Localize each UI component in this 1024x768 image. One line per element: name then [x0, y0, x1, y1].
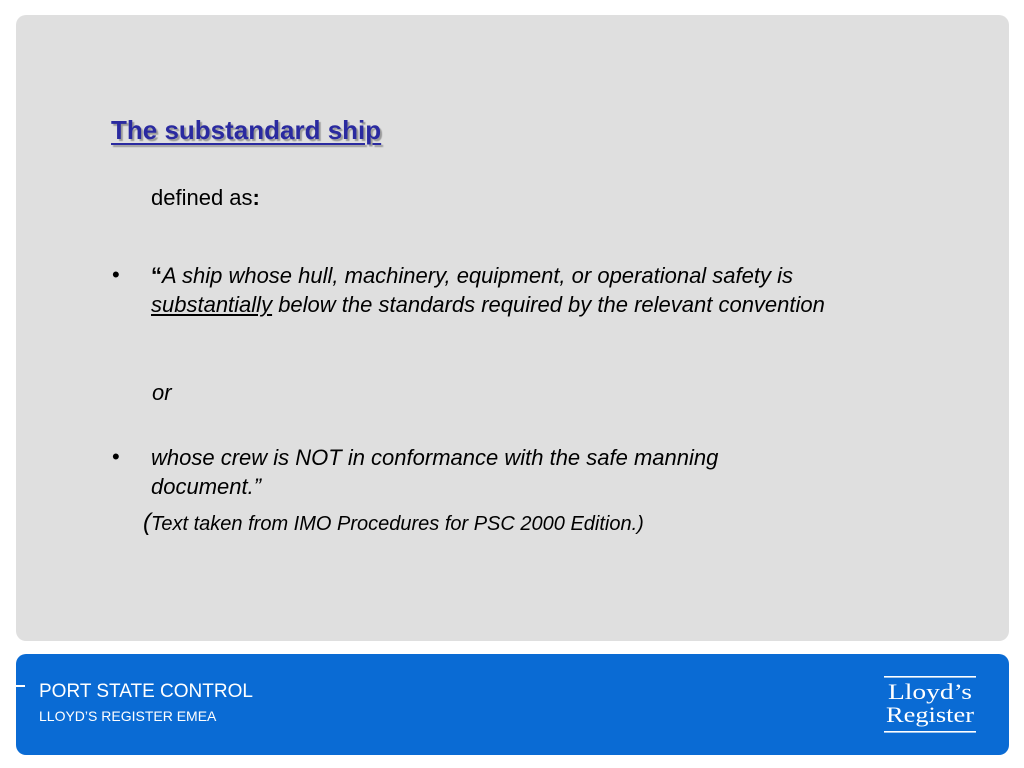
or-connector: or [152, 380, 172, 405]
bullet-item-2: whose crew is NOT in conformance with the safe manning document.” [151, 445, 719, 499]
definition-intro-text: defined as [151, 185, 253, 210]
source-open-paren: ( [143, 509, 151, 536]
logo-bottom-rule [884, 731, 976, 733]
bullet-1-underlined-word: substantially [151, 292, 273, 317]
definition-colon: : [252, 185, 260, 210]
bullet-marker-1: • [112, 262, 120, 287]
logo-line-2: Register [886, 702, 975, 727]
bullet-marker-2: • [112, 444, 120, 469]
source-text: Text taken from IMO Procedures for PSC 2000 Edition.) [151, 513, 644, 535]
definition-intro [151, 185, 260, 211]
footer-dash [16, 685, 25, 687]
opening-quote: “ [151, 263, 162, 288]
bullet-1-text-end: below the standards required by the relevant convention [272, 292, 825, 317]
bullet-1-text-start: A ship whose hull, machinery, equipment, or operational safety is [162, 263, 793, 288]
footer-title: PORT STATE CONTROL [39, 681, 253, 702]
footer-bar [16, 654, 1009, 755]
source-citation [143, 509, 644, 537]
lloyds-register-logo [882, 674, 978, 736]
logo-line-1: Lloyd’s [888, 679, 972, 704]
logo-top-rule [884, 676, 976, 678]
slide-title: The substandard ship [111, 115, 382, 145]
bullet-item-1 [151, 261, 831, 319]
footer-subtitle: LLOYD’S REGISTER EMEA [39, 708, 217, 724]
content-panel [16, 15, 1009, 641]
